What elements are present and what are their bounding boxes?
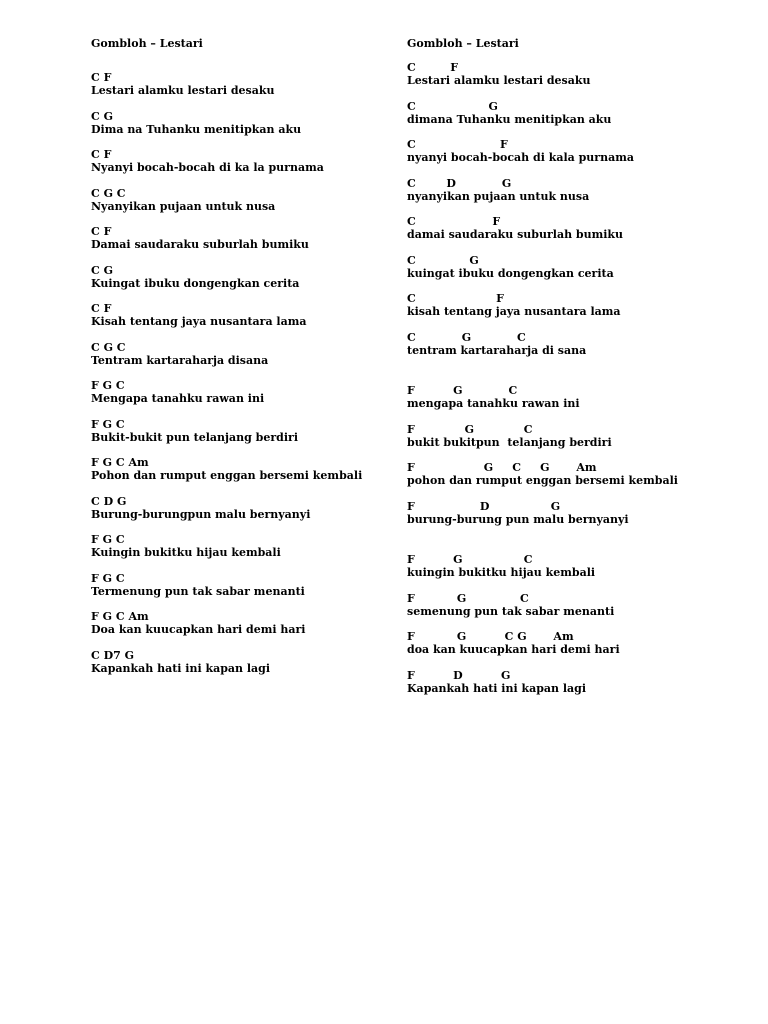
stanza	[407, 292, 707, 318]
chord-line: C G	[91, 263, 113, 277]
stanza	[91, 418, 391, 444]
lyric-line: pohon dan rumput enggan bersemi kembali	[407, 474, 678, 487]
lyric-line: damai saudaraku suburlah bumiku	[407, 228, 624, 241]
stanza	[407, 669, 707, 695]
lyric-line: burung-burung pun malu bernyanyi	[407, 512, 629, 526]
stanza	[91, 71, 391, 97]
chord-line: F G C	[407, 591, 529, 605]
lyric-line: Lestari alamku lestari desaku	[91, 84, 275, 97]
lyric-line: doa kan kuucapkan hari demi hari	[407, 643, 620, 656]
lyric-line: Bukit-bukit pun telanjang berdiri	[91, 430, 298, 444]
chord-line: F D G	[407, 668, 511, 682]
stanza	[407, 423, 707, 449]
lyric-line: Nyanyi bocah-bocah di ka la purnama	[91, 161, 324, 174]
chord-line: F G C	[91, 417, 125, 431]
stanza	[91, 572, 391, 598]
chord-line: F G C	[407, 422, 533, 436]
stanza	[407, 331, 707, 357]
lyric-line: kisah tentang jaya nusantara lama	[407, 305, 621, 318]
chord-line: C F	[407, 292, 504, 305]
stanza	[91, 148, 391, 174]
lyric-line: nyanyi bocah-bocah di kala purnama	[407, 151, 634, 164]
lyric-line: Burung-burungpun malu bernyanyi	[91, 507, 311, 521]
stanza	[91, 187, 391, 213]
lyric-line: bukit bukitpun telanjang berdiri	[407, 435, 612, 449]
stanza	[91, 225, 391, 251]
chord-line: F G C	[407, 384, 518, 397]
lyric-line: kuingat ibuku dongengkan cerita	[407, 266, 614, 280]
stanza	[91, 495, 391, 521]
stanza	[407, 384, 707, 410]
chord-line: C G	[91, 109, 113, 123]
chord-line: F G C	[91, 379, 125, 392]
lyric-line: semenung pun tak sabar menanti	[407, 604, 615, 618]
stanza	[91, 379, 391, 405]
lyric-line: Lestari alamku lestari desaku	[407, 74, 591, 87]
lyric-line: Kuingat ibuku dongengkan cerita	[91, 276, 300, 290]
lyric-line: Kapankah hati ini kapan lagi	[91, 661, 271, 675]
stanza	[91, 302, 391, 328]
stanza	[91, 533, 391, 559]
chord-line: C F	[91, 225, 112, 238]
chord-line: C F	[91, 302, 112, 315]
stanza	[407, 461, 707, 487]
chord-line: C G	[407, 253, 479, 267]
chord-line: C F	[407, 61, 459, 74]
stanza	[91, 456, 391, 482]
stanza	[407, 630, 707, 656]
chord-line: C F	[91, 71, 112, 84]
stanza	[407, 553, 707, 579]
lyric-line: kuingin bukitku hijau kembali	[407, 566, 596, 579]
chord-line: C F	[91, 148, 112, 161]
stanza-list	[407, 61, 707, 695]
stanza	[91, 264, 391, 290]
chord-line: F G C Am	[91, 456, 149, 469]
lyric-line: dimana Tuhanku menitipkan aku	[407, 112, 612, 126]
lyric-line: Tentram kartaraharja disana	[91, 353, 269, 367]
lyric-line: Kisah tentang jaya nusantara lama	[91, 315, 307, 328]
stanza	[407, 592, 707, 618]
stanza	[407, 61, 707, 87]
lyric-line: Damai saudaraku suburlah bumiku	[91, 238, 309, 251]
chord-line: C F	[407, 215, 501, 228]
lyric-line: Kuingin bukitku hijau kembali	[91, 546, 281, 559]
lyric-line: Kapankah hati ini kapan lagi	[407, 681, 587, 695]
chord-line: C D7 G	[91, 648, 135, 662]
lyric-line: Pohon dan rumput enggan bersemi kembali	[91, 469, 363, 482]
chord-line: F G C G Am	[407, 461, 597, 474]
chord-sheet-left	[91, 37, 391, 687]
stanza	[407, 500, 707, 526]
lyric-line: mengapa tanahku rawan ini	[407, 397, 580, 410]
chord-line: F D G	[407, 499, 561, 513]
section-gap	[407, 538, 707, 553]
chord-line: C D G	[91, 494, 127, 508]
lyric-line: tentram kartaraharja di sana	[407, 343, 587, 357]
stanza	[407, 254, 707, 280]
lyric-line: nyanyikan pujaan untuk nusa	[407, 189, 590, 203]
stanza	[91, 110, 391, 136]
chord-line: F G C Am	[91, 610, 149, 623]
lyric-line: Termenung pun tak sabar menanti	[91, 584, 305, 598]
stanza	[407, 100, 707, 126]
stanza	[407, 138, 707, 164]
lyric-line: Nyanyikan pujaan untuk nusa	[91, 199, 276, 213]
chord-line: C F	[407, 138, 508, 151]
chord-sheet-right	[407, 37, 707, 707]
stanza	[407, 215, 707, 241]
chord-line: C G	[407, 99, 498, 113]
chord-line: F G C	[407, 553, 533, 566]
song-title: Gombloh – Lestari	[91, 37, 203, 50]
lyric-line: Doa kan kuucapkan hari demi hari	[91, 623, 306, 636]
stanza	[91, 341, 391, 367]
chord-line: C D G	[407, 176, 512, 190]
lyric-line: Dima na Tuhanku menitipkan aku	[91, 122, 302, 136]
stanza	[91, 610, 391, 636]
chord-line: C G C	[91, 186, 126, 200]
section-gap	[407, 369, 707, 384]
chord-line: F G C	[91, 571, 125, 585]
chord-line: C G C	[407, 330, 526, 344]
lyric-line: Mengapa tanahku rawan ini	[91, 392, 265, 405]
chord-line: F G C G Am	[407, 630, 574, 643]
chord-line: C G C	[91, 340, 126, 354]
song-title: Gombloh – Lestari	[407, 37, 519, 50]
stanza	[91, 649, 391, 675]
stanza-list	[91, 71, 391, 675]
stanza	[407, 177, 707, 203]
chord-line: F G C	[91, 533, 125, 546]
